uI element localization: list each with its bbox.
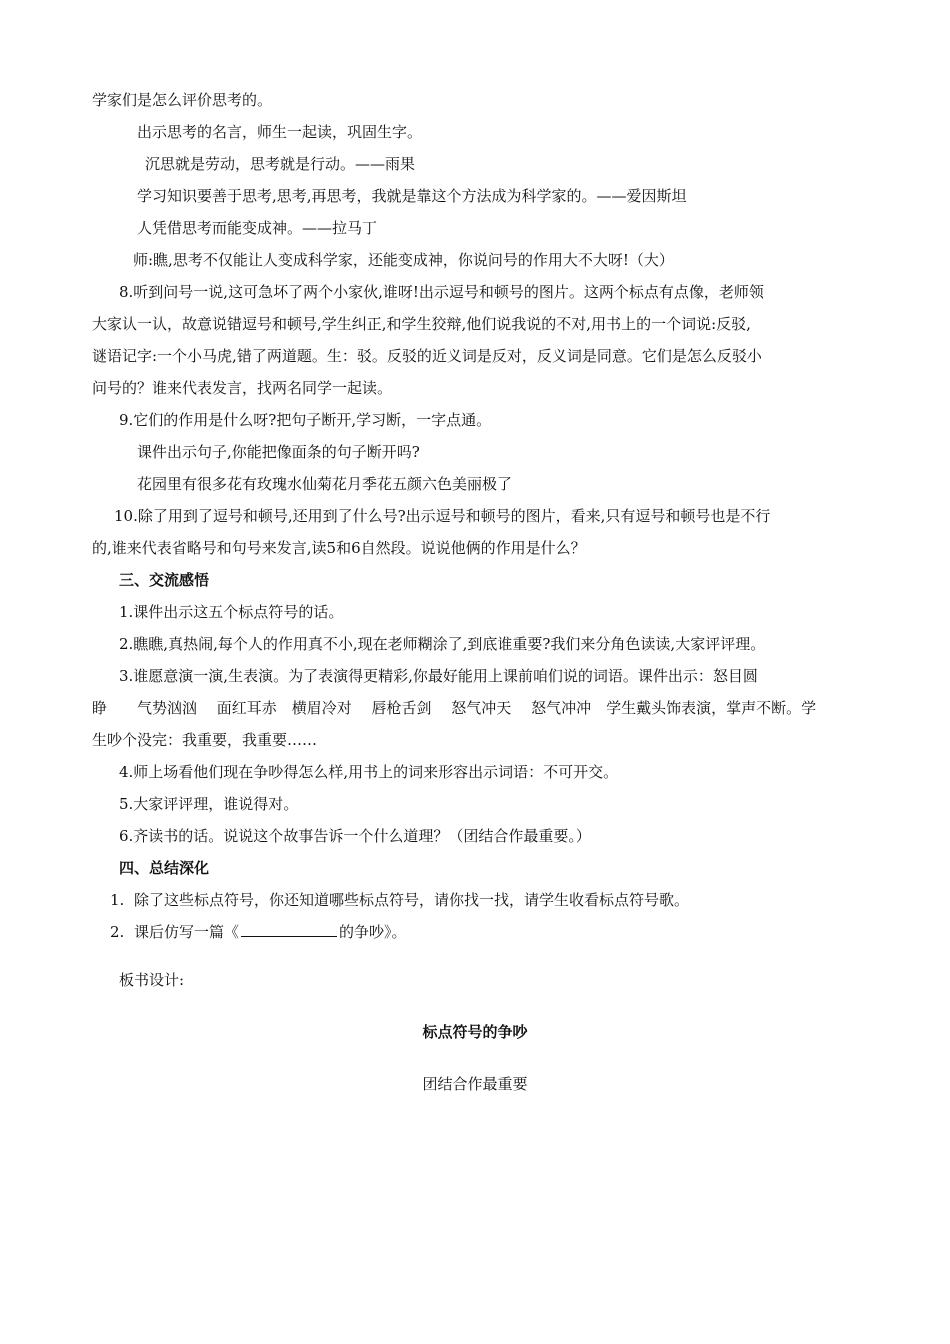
paragraph-line: 睁 气势汹汹 面红耳赤 横眉冷对 唇枪舌剑 怒气冲天 怒气冲冲 学生戴头饰表演，掌声不断。学 bbox=[92, 699, 817, 717]
paragraph-line: 8.听到问号一说,这可急坏了两个小家伙,谁呀!出示逗号和顿号的图片。这两个标点有点像，老师领 bbox=[119, 283, 764, 301]
paragraph-line: 课件出示句子,你能把像面条的句子断开吗? bbox=[137, 443, 420, 461]
paragraph-line: 出示思考的名言，师生一起读，巩固生字。 bbox=[137, 123, 423, 141]
numbered-item bbox=[110, 921, 407, 943]
item-text: 除了这些标点符号，你还知道哪些标点符号，请你找一找，请学生收看标点符号歌。 bbox=[134, 891, 690, 909]
paragraph-line: 2.瞧瞧,真热闹,每个人的作用真不小,现在老师糊涂了,到底谁重要?我们来分角色读读,大家评评理。 bbox=[119, 635, 766, 653]
item-text: 课后仿写一篇《 bbox=[134, 923, 240, 941]
paragraph-line: 问号的？谁来代表发言，找两名同学一起读。 bbox=[92, 379, 393, 397]
board-subtitle: 团结合作最重要 bbox=[422, 1075, 528, 1093]
paragraph-line: 1.课件出示这五个标点符号的话。 bbox=[119, 603, 344, 621]
paragraph-line: 生吵个没完：我重要，我重要…… bbox=[92, 731, 318, 749]
item-number: 1. bbox=[110, 891, 125, 909]
quote-line: 学习知识要善于思考,思考,再思考，我就是靠这个方法成为科学家的。——爱因斯坦 bbox=[137, 187, 687, 205]
quote-line: 沉思就是劳动，思考就是行动。——雨果 bbox=[145, 155, 416, 173]
paragraph-line: 6.齐读书的话。说说这个故事告诉一个什么道理？（团结合作最重要。） bbox=[119, 827, 591, 845]
paragraph-line: 师:瞧,思考不仅能让人变成科学家，还能变成神，你说问号的作用大不大呀!（大） bbox=[133, 251, 674, 269]
paragraph-line: 4.师上场看他们现在争吵得怎么样,用书上的词来形容出示词语：不可开交。 bbox=[119, 763, 619, 781]
paragraph-line: 大家认一认，故意说错逗号和顿号,学生纠正,和学生狡辩,他们说我说的不对,用书上的一个词说:反驳, bbox=[92, 315, 751, 333]
board-design-label: 板书设计: bbox=[119, 971, 185, 989]
board-title: 标点符号的争吵 bbox=[422, 1023, 528, 1041]
section-heading: 三、交流感悟 bbox=[119, 571, 210, 589]
paragraph-line: 5.大家评评理，谁说得对。 bbox=[119, 795, 299, 813]
item-text: 的争吵》。 bbox=[339, 923, 407, 941]
section-heading: 四、总结深化 bbox=[119, 859, 210, 877]
quote-line: 人凭借思考而能变成神。——拉马丁 bbox=[137, 219, 378, 237]
paragraph-line: 花园里有很多花有玫瑰水仙菊花月季花五颜六色美丽极了 bbox=[137, 475, 513, 493]
paragraph-line: 谜语记字:一个小马虎,错了两道题。生：驳。反驳的近义词是反对，反义词是同意。它们是怎么反驳小 bbox=[92, 347, 762, 365]
fill-in-blank bbox=[241, 922, 337, 937]
paragraph-line: 3.谁愿意演一演,生表演。为了表演得更精彩,你最好能用上课前咱们说的词语。课件出示：怒目圆 bbox=[119, 667, 758, 685]
paragraph-line: 10.除了用到了逗号和顿号,还用到了什么号?出示逗号和顿号的图片，看来,只有逗号和顿号也是不行 bbox=[114, 507, 771, 525]
paragraph-line: 学家们是怎么评价思考的。 bbox=[92, 91, 273, 109]
item-number: 2. bbox=[110, 923, 125, 941]
paragraph-line: 9.它们的作用是什么呀?把句子断开,学习断，一字点通。 bbox=[119, 411, 492, 429]
numbered-item bbox=[110, 889, 689, 911]
paragraph-line: 的,谁来代表省略号和句号来发言,读5和6自然段。说说他俩的作用是什么？ bbox=[92, 539, 586, 557]
